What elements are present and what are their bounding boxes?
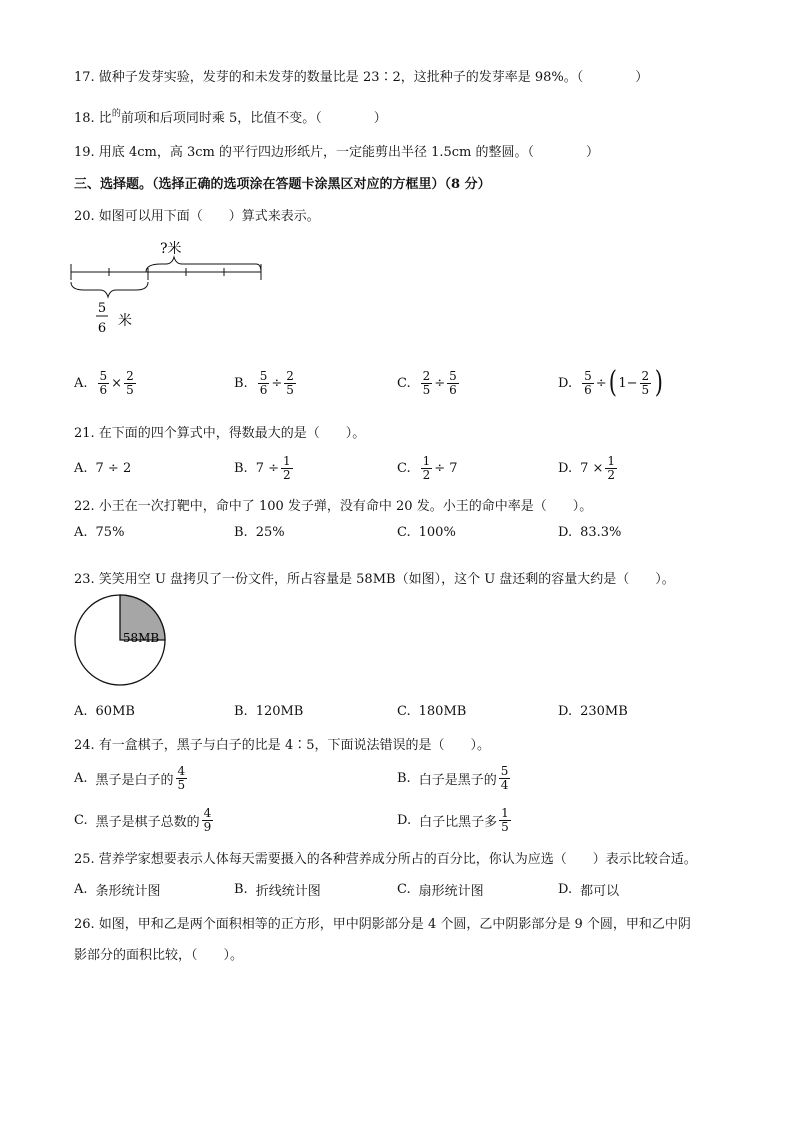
question-19: 19. 用底 4cm，高 3cm 的平行四边形纸片，一定能剪出半径 1.5cm 的整圆。（ ） bbox=[74, 145, 600, 160]
expression: 7 ÷ 2 bbox=[95, 460, 132, 476]
minus: − bbox=[626, 375, 638, 391]
option-label: D. bbox=[558, 882, 573, 897]
option-label: A. bbox=[74, 704, 88, 719]
frac-den: 6 bbox=[584, 382, 592, 397]
question-26-line-2: 影部分的面积比较，（ ）。 bbox=[74, 948, 244, 963]
frac-den: 2 bbox=[282, 467, 291, 482]
frac-num: 1 bbox=[501, 805, 509, 820]
question-22: 22. 小王在一次打靶中，命中了 100 发子弹，没有命中 20 发。小王的命中率是（ ）。 bbox=[74, 499, 593, 514]
bottom-unit: 米 bbox=[118, 313, 132, 329]
operator: ÷ bbox=[271, 375, 283, 391]
fraction bbox=[499, 807, 511, 833]
q22-option-c[interactable] bbox=[397, 525, 456, 540]
frac-den: 5 bbox=[641, 382, 650, 397]
question-18-mark: 的 bbox=[111, 109, 121, 119]
q21-option-a[interactable] bbox=[74, 450, 131, 486]
question-18-prefix: 18. 比 bbox=[74, 111, 112, 126]
q23-option-d[interactable] bbox=[558, 704, 628, 719]
fraction bbox=[176, 765, 188, 791]
q20-option-c[interactable] bbox=[397, 364, 461, 402]
q23-option-a[interactable] bbox=[74, 704, 135, 719]
question-23: 23. 笑笑用空 U 盘拷贝了一份文件，所占容量是 58MB（如图），这个 U 盘还剩的容量大约是（ ）。 bbox=[74, 572, 675, 587]
option-label: D. bbox=[558, 460, 573, 476]
frac-den: 5 bbox=[286, 382, 294, 397]
option-label: C. bbox=[397, 375, 411, 391]
option-label: C. bbox=[397, 460, 411, 476]
question-24: 24. 有一盒棋子，黑子与白子的比是 4∶5，下面说法错误的是（ ）。 bbox=[74, 738, 490, 753]
operator: × bbox=[111, 375, 123, 391]
frac-num: 1 bbox=[282, 453, 291, 468]
option-label: D. bbox=[558, 525, 573, 540]
usb-pie-chart bbox=[70, 594, 170, 694]
option-value: 扇形统计图 bbox=[418, 884, 484, 899]
operator: ÷ bbox=[595, 375, 607, 391]
frac-den: 6 bbox=[259, 382, 268, 397]
frac-num: 5 bbox=[99, 368, 108, 383]
option-label: A. bbox=[74, 525, 88, 540]
expression-post: ÷ 7 bbox=[434, 460, 458, 476]
frac-num: 5 bbox=[584, 368, 592, 383]
option-value: 折线统计图 bbox=[255, 884, 321, 899]
option-label: A. bbox=[74, 882, 88, 897]
option-text: 白子是黑子的 bbox=[418, 772, 497, 788]
question-18-rest: 前项和后项同时乘 5，比值不变。（ ） bbox=[120, 111, 387, 126]
frac-den: 2 bbox=[607, 467, 616, 482]
frac-num: 5 bbox=[449, 368, 457, 383]
operator: ÷ bbox=[434, 375, 446, 391]
option-value: 60MB bbox=[95, 704, 135, 719]
frac-num: 5 bbox=[259, 368, 268, 383]
option-label: C. bbox=[74, 812, 88, 828]
frac-num: 2 bbox=[126, 368, 134, 383]
q22-option-b[interactable] bbox=[234, 525, 285, 540]
frac-den: 6 bbox=[99, 382, 108, 397]
option-value: 100% bbox=[418, 525, 456, 540]
option-value: 180MB bbox=[418, 704, 467, 719]
q24-option-d[interactable] bbox=[397, 802, 513, 838]
fraction bbox=[582, 370, 594, 396]
option-text: 黑子是白子的 bbox=[95, 772, 174, 788]
fraction bbox=[421, 455, 433, 481]
pie-slice-label: 58MB bbox=[122, 631, 160, 645]
expression-pre: 7 ÷ bbox=[255, 460, 279, 476]
fraction bbox=[202, 807, 214, 833]
q24-option-b[interactable] bbox=[397, 760, 512, 796]
fraction bbox=[98, 370, 110, 396]
fraction bbox=[605, 455, 617, 481]
q20-option-d[interactable] bbox=[558, 364, 665, 402]
question-18 bbox=[74, 107, 387, 126]
q24-option-a[interactable] bbox=[74, 760, 189, 796]
frac-den: 9 bbox=[203, 819, 212, 834]
frac-den: 4 bbox=[500, 777, 509, 792]
option-label: B. bbox=[234, 525, 248, 540]
question-21: 21. 在下面的四个算式中，得数最大的是（ ）。 bbox=[74, 426, 366, 441]
one: 1 bbox=[618, 375, 627, 391]
question-26-line-1: 26. 如图，甲和乙是两个面积相等的正方形，甲中阴影部分是 4 个圆，乙中阴影部分是 9 个圆，甲和乙中阴 bbox=[74, 917, 691, 932]
q21-option-c[interactable] bbox=[397, 450, 458, 486]
frac-num: 2 bbox=[641, 368, 650, 383]
top-brace bbox=[146, 257, 261, 272]
fraction bbox=[421, 370, 433, 396]
question-20: 20. 如图可以用下面（ ）算式来表示。 bbox=[74, 209, 320, 224]
option-label: D. bbox=[558, 704, 573, 719]
q22-option-a[interactable] bbox=[74, 525, 124, 540]
fraction bbox=[640, 370, 652, 396]
question-17: 17. 做种子发芽实验，发芽的和未发芽的数量比是 23∶2，这批种子的发芽率是 98%。（ ） bbox=[74, 70, 649, 85]
frac-den: 2 bbox=[422, 467, 431, 482]
fraction bbox=[499, 765, 511, 791]
q24-option-c[interactable] bbox=[74, 802, 215, 838]
option-value: 120MB bbox=[255, 704, 304, 719]
frac-num: 1 bbox=[607, 453, 616, 468]
option-value: 条形统计图 bbox=[95, 884, 161, 899]
option-label: A. bbox=[74, 375, 88, 391]
frac-den: 5 bbox=[422, 382, 431, 397]
fraction bbox=[281, 455, 293, 481]
q20-option-b[interactable] bbox=[234, 364, 298, 402]
fraction bbox=[447, 370, 459, 396]
option-value: 75% bbox=[95, 525, 125, 540]
option-label: C. bbox=[397, 882, 411, 897]
q23-option-c[interactable] bbox=[397, 704, 466, 719]
q20-option-a[interactable] bbox=[74, 364, 138, 402]
option-label: B. bbox=[234, 375, 248, 391]
bottom-frac-den: 6 bbox=[97, 321, 107, 336]
q23-option-b[interactable] bbox=[234, 704, 303, 719]
fraction bbox=[258, 370, 270, 396]
option-label: B. bbox=[397, 770, 411, 786]
option-label: B. bbox=[234, 460, 248, 476]
option-label: A. bbox=[74, 770, 88, 786]
section-3-heading: 三、选择题。（选择正确的选项涂在答题卡涂黑区对应的方框里）（8 分） bbox=[74, 177, 491, 192]
option-label: D. bbox=[558, 375, 573, 391]
top-brace-label: ?米 bbox=[160, 241, 182, 257]
q22-option-d[interactable] bbox=[558, 525, 621, 540]
option-value: 25% bbox=[255, 525, 285, 540]
line-segment-diagram bbox=[66, 236, 276, 341]
frac-num: 5 bbox=[500, 763, 509, 778]
option-text: 白子比黑子多 bbox=[419, 814, 498, 830]
bottom-frac-num: 5 bbox=[97, 301, 107, 316]
left-paren: ( bbox=[608, 365, 617, 400]
option-value: 83.3% bbox=[580, 525, 622, 540]
fraction bbox=[124, 370, 136, 396]
frac-den: 5 bbox=[501, 819, 509, 834]
q25-option-b[interactable] bbox=[234, 880, 321, 899]
frac-num: 4 bbox=[203, 805, 212, 820]
option-label: B. bbox=[234, 704, 248, 719]
frac-num: 4 bbox=[177, 763, 186, 778]
frac-num: 2 bbox=[422, 368, 431, 383]
expression-pre: 7 × bbox=[580, 460, 604, 476]
q25-option-a[interactable] bbox=[74, 880, 161, 899]
q25-option-c[interactable] bbox=[397, 880, 484, 899]
frac-den: 6 bbox=[449, 382, 457, 397]
frac-den: 5 bbox=[177, 777, 186, 792]
fraction bbox=[284, 370, 296, 396]
option-value: 230MB bbox=[580, 704, 628, 719]
option-text: 黑子是棋子总数的 bbox=[95, 814, 200, 830]
q21-option-b[interactable] bbox=[234, 450, 295, 486]
frac-num: 1 bbox=[422, 453, 431, 468]
frac-den: 5 bbox=[126, 382, 134, 397]
option-label: C. bbox=[397, 525, 411, 540]
option-label: A. bbox=[74, 460, 88, 476]
option-label: B. bbox=[234, 882, 248, 897]
option-label: D. bbox=[397, 812, 412, 828]
question-25: 25. 营养学家想要表示人体每天需要摄入的各种营养成分所占的百分比，你认为应选（ ）表示比较合适。 bbox=[74, 852, 697, 867]
q21-option-d[interactable] bbox=[558, 450, 619, 486]
frac-num: 2 bbox=[286, 368, 294, 383]
option-label: C. bbox=[397, 704, 411, 719]
bottom-brace bbox=[71, 282, 148, 297]
q25-option-d[interactable] bbox=[558, 880, 619, 899]
option-value: 都可以 bbox=[580, 884, 620, 899]
right-paren: ) bbox=[654, 365, 664, 400]
